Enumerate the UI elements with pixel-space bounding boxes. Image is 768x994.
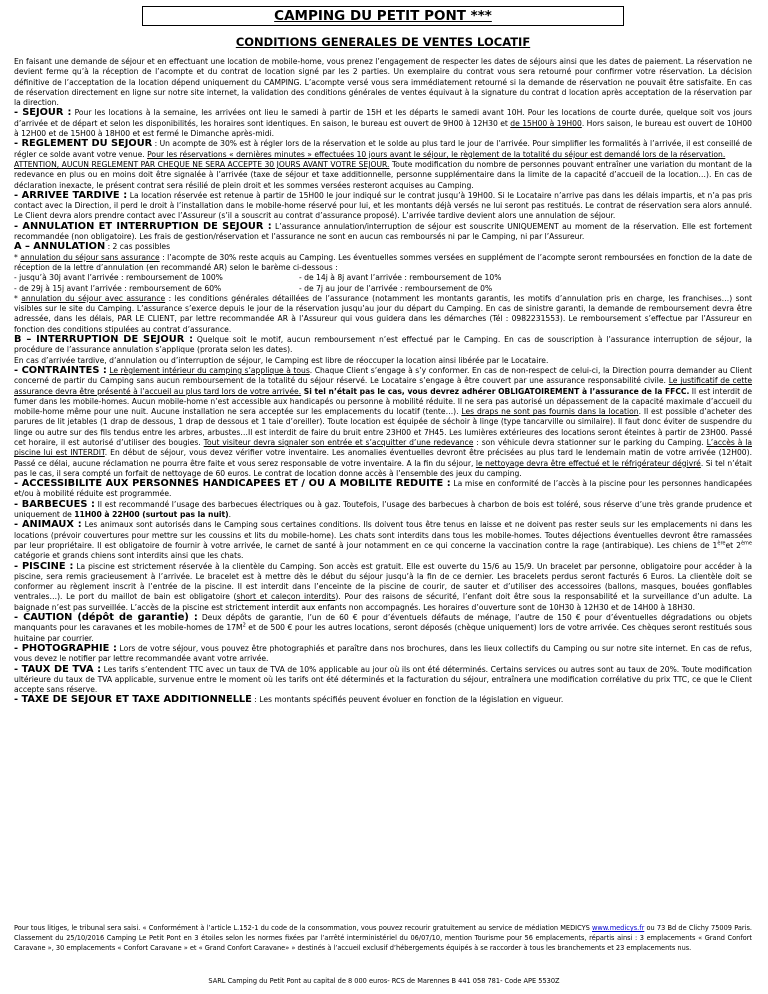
section-sejour: - SEJOUR : Pour les locations à la semaine, les arrivées ont lieu le samedi à partir de 15H et les départs le samedi avant 10H. Pour les locations de courte durée, quelque soit vos jours d’arrivée et de départ et selon les disponibilités, les horaires sont identiques. En saison, le bureau est ouvert de 9H00 à 12H30 et de 15H00 à 19H00. Hors saison, le bureau est ouvert de 10H00 à 12H00 et de 15H00 à 18H00 et est fermé le Dimanche après-midi. — [14, 107, 753, 139]
section-caution: - CAUTION (dépôt de garantie) : Deux dépôts de garantie, l’un de 60 € pour d’éventuels défauts de ménage, l’autre de 150 € pour d’éventuelles dégradations ou objets manquants pour les caravanes et les mobile-homes de $17M^2$ et de 500 € pour les autres locations, seront déposés (chèque uniquement) lors de votre arrivée. Ces chèques seront restitués sous huitaine par courrier. — [14, 612, 752, 643]
legal-footer: Pour tous litiges, le tribunal sera saisi. « Conformément à l’article L.152-1 du code de la consommation, vous pouvez recourir gratuitement au service de médiation MEDICYS www.medicys.fr ou 73 Bd de Clichy 75009 Paris. Classement du 25/10/2016 Camping Le Petit Pont en 3 étoiles selon les normes fixées par l’arrêté interministériel du 06/07/10, mention Tourisme pour 56 emplacements, répartis ainsi : 3 emplacements « Grand Confort Caravane », 30 emplacements « Confort Caravane » et « Grand Confort Caravane» » destinés à l’accueil exclusif d’hébergements équipés à se raccorder à tous les branchements et 23 emplacements nus. — [14, 924, 752, 952]
section-reglement: - REGLEMENT DU SEJOUR : Un acompte de 30% est à régler lors de la réservation et le solde au plus tard le jour de l’arrivée. Pour simplifier les formalités à l’arrivée, il est conseillé de régler ce solde avant votre venue. Pour les réservations « dernières minutes » effectuées 10 jours avant le séjour, le règlement de la totalité du séjour est demandé lors de la réservation. ATTENTION, AUCUN REGLEMENT PAR CHEQUE NE SERA ACCEPTE 30 JOURS AVANT VOTRE SEJOUR. Toute modification du nombre de personnes pouvant entraîner une variation du montant de la redevance en plus ou en moins doit être signalée à l’arrivée (taxe de séjour et taxe additionnelle, personne supplémentaire dans la limite de la capacité d’accueil de la location…). En cas de déclaration inexacte, le présent contrat sera résilié de plein droit et les sommes versées resteront acquises au Camping. — [14, 138, 752, 190]
section-arrivee-tardive: - ARRIVEE TARDIVE : La location réservée est retenue à partir de 15H00 le jour indiqué sur le contrat jusqu’à 19H00. Si le Locataire n’arrive pas dans les délais impartis, et n’a pas pris contact avec la Direction, il perd le droit à l’installation dans le mobile-home réservé pour lui, et les montants déjà versés ne lui seront pas restitués. Le contrat de réservation sera alors annulé. Le Client devra alors prendre contact avec l’Assureur (s’il a souscrit au contrat d’assurance proposé). L’arrivée tardive devient alors une annulation de séjour. — [14, 189, 752, 221]
section-heading: - SEJOUR : — [14, 107, 72, 119]
section-heading: - ANIMAUX : — [14, 519, 82, 531]
section-heading: - ACCESSIBILITE AUX PERSONNES HANDICAPEES ET / OU A MOBILITE REDUITE : — [14, 478, 451, 490]
section-heading: - TAXE DE SEJOUR ET TAXE ADDITIONNELLE — [14, 694, 252, 706]
section-tva: - TAUX DE TVA : Les tarifs s’entendent TTC avec un taux de TVA de 10% applicable au jour où ils ont été déterminés. Certains services ou autres sont au taux de 20%. Toute modification ultérieure du taux de TVA applicable, survenue entre le moment où les tarifs ont été déterminés et la facturation du séjour, entraînera une modification corrélative du prix TTC, ce que le Client accepte sans réserve. — [14, 663, 752, 695]
section-barbecues: - BARBECUES : Il est recommandé l’usage des barbecues électriques ou à gaz. Toutefois, l’usage des barbecues à charbon de bois est toléré, sous réserve d’une très grande prudence et uniquement de 11H00 à 22H00 (surtout pas la nuit). — [14, 498, 752, 520]
section-photographie: - PHOTOGRAPHIE : Lors de votre séjour, vous pouvez être photographiés et paraître dans nos brochures, dans les lieux collectifs du Camping ou sur notre site internet. En cas de refus, vous devez le notifier par lettre recommandée avant votre arrivée. — [14, 642, 752, 664]
section-heading: - TAUX DE TVA : — [14, 663, 102, 675]
refund-row: - de 29j à 15j avant l’arrivée : remboursement de 60% - de 7j au jour de l’arrivée : remboursement de 0% — [14, 283, 493, 293]
section-piscine: - PISCINE : La piscine est strictement réservée à la clientèle du Camping. Son accès est gratuit. Elle est ouverte du 15/6 au 15/9. Un bracelet par personne, obligatoire pour accéder à la piscine, sera remis gracieusement à l’arrivée. Le bracelet est à mettre dès le début du séjour jusqu’à la fin de ce dernier. Les bracelets perdus seront facturés 6 Euros. La clientèle doit se conformer au règlement inscrit à l’entrée de la piscine. Il est interdit dans l’enceinte de la piscine de courir, de sauter et d’utiliser des accessoires (ballons, masques, bouées gonflables ventrales…). Le port du maillot de bain est obligatoire (short et caleçon interdits). Pour des raisons de sécurité, l’enfant doit être sous la responsabilité et la surveillance d’un adulte. La baignade n’est pas surveillée. L’accès de la piscine est strictement interdit aux enfants non accompagnés. Les horaires d’ouverture sont de 10H30 à 12H30 et de 14H00 à 18H30. — [14, 560, 752, 612]
section-animaux: - ANIMAUX : Les animaux sont autorisés dans le Camping sous certaines conditions. Ils doivent tous être tenus en laisse et ne doivent pas rester seuls sur les emplacements ni dans les locations (prévoir couvertures pour mettre sur les coussins et lits du mobile-home). Les chats sont interdits dans tous les mobile-homes. Toutes déjections éventuelles devront être ramassées par leur propriétaire. Il est obligatoire de fournir à votre arrivée, le carnet de santé à jour notamment en ce qui concerne la vaccination contre la rage (antirabique). Les chiens de 1èreet 2ème catégorie et grands chiens sont interdits ainsi que les chats. — [14, 519, 752, 561]
section-heading: - CONTRAINTES : — [14, 364, 107, 376]
section-heading: - ARRIVEE TARDIVE : — [14, 189, 128, 201]
section-heading: - REGLEMENT DU SEJOUR — [14, 138, 153, 150]
section-heading: - PISCINE : — [14, 560, 74, 572]
section-heading: - CAUTION (dépôt de garantie) : — [14, 612, 198, 624]
section-contraintes: - CONTRAINTES : Le règlement intérieur du camping s’applique à tous. Chaque Client s’engage à s’y conformer. En cas de non-respect de celui-ci, la Direction pourra demander au Client concerné de partir du Camping sans aucun remboursement de la totalité du séjour réservé. Le Locataire s’engage à être couvert par une assurance responsabilité civile. Le justificatif de cette assurance devra être présenté à l’accueil au plus tard lors de votre arrivée. Si tel n’était pas le cas, vous devrez adhérer OBLIGATOIREMENT à l’assurance de la FFCC. Il est interdit de fumer dans les mobile-homes. Aucun mobile-home n’est accessible aux handicapés ou personne à mobilité réduite. Il ne sera pas autorisé un dépassement de la capacité maximale d’accueil du mobile-home même pour une nuit. Aucune installation ne sera acceptée sur les emplacements du locatif (tente…). Les draps ne sont pas fournis dans la location. Il est possible d’acheter des parures de lit jetables (1 drap de dessous, 1 drap de dessous et 1 taie d’oreiller). Toute location est équipée de séchoir à linge (type tancarville ou similaire). Il faut donc éviter de suspendre du linge ou autre sur des fils tendus entre les arbres, arbustes…Il est interdit de faire du bruit entre 23H00 et 7H45. Les lumières extérieures des locations seront éteintes à partir de 23H00. Passé cet horaire, il est autorisé d’utiliser des bougies. Tout visiteur devra signaler son entrée et s’acquitter d’une redevance : son véhicule devra stationner sur le parking du Camping. L’accès à la piscine lui est INTERDIT. En début de séjour, vous devez vérifier votre inventaire. Les anomalies éventuelles devront être précisées au plus tard le lendemain matin de votre arrivée (12H00). Passé ce délai, aucune réclamation ne pourra être faite et vous serez responsable de votre inventaire. A la fin du séjour, le nettoyage devra être effectué et le réfrigérateur dégivré. Si tel n’était pas le cas, il sera compté un forfait de nettoyage de 60 euros. Le contrat de location donne accès à l’ensemble des jeux du camping. — [14, 364, 753, 478]
section-accessibilite: - ACCESSIBILITE AUX PERSONNES HANDICAPEES ET / OU A MOBILITE REDUITE : La mise en conformité de l’accès à la piscine pour les personnes handicapées et/ou à mobilité réduite est programmée. — [14, 478, 752, 499]
section-annulation: - ANNULATION ET INTERRUPTION DE SEJOUR : L’assurance annulation/interruption de séjour est souscrite UNIQUEMENT au moment de la réservation. Elle est fortement recommandée (non obligatoire). Les frais de gestion/réservation et l’assurance ne sont en aucun cas remboursés ni par le Camping, ni par l’Assureur. — [14, 220, 752, 242]
section-heading: - ANNULATION ET INTERRUPTION DE SEJOUR : — [14, 220, 272, 232]
section-heading: - BARBECUES : — [14, 498, 95, 510]
company-info: SARL Camping du Petit Pont au capital de 8 000 euros- RCS de Marennes B 441 058 781- Code APE 5530Z — [208, 977, 560, 985]
document-title: CAMPING DU PETIT PONT *** — [142, 6, 624, 26]
section-taxe-sejour: - TAXE DE SEJOUR ET TAXE ADDITIONNELLE : Les montants spécifiés peuvent évoluer en fonction de la législation en vigueur. — [14, 694, 564, 706]
interruption-note: En cas d’arrivée tardive, d’annulation ou d’interruption de séjour, le Camping est libre de réoccuper la location ainsi libérée par le Locataire. — [14, 355, 549, 365]
refund-row: - jusqu’à 30j avant l’arrivée : remboursement de 100% - de 14j à 8j avant l’arrivée : remboursement de 10% — [14, 273, 502, 283]
document-page — [14, 4, 752, 706]
case-sans-assurance: * annulation du séjour sans assurance : l’acompte de 30% reste acquis au Camping. Les éventuelles sommes versées en supplément de l’acompte seront remboursées en fonction de la date de réception de la lettre d’annulation (en recommandé AR) selon le barème ci-dessous : — [14, 252, 753, 272]
document-subtitle: CONDITIONS GENERALES DE VENTES LOCATIF — [235, 35, 531, 49]
intro-paragraph: En faisant une demande de séjour et en effectuant une location de mobile-home, vous prenez l’engagement de respecter les dates de séjours ainsi que les dates de paiement. La réservation ne devient ferme qu’à la réception de l’acompte et du contrat de location signé par les 2 parties. Un exemplaire du contrat vous sera retourné pour confirmer votre réservation. La décision définitive de l’acceptation de la location dépend uniquement du CAMPING. L’acompte versé vous sera immédiatement retourné si la demande de réservation ne pouvait être satisfaite. En cas de réservation directement en ligne sur notre site internet, la validation des conditions générales de ventes équivaut à la signature du contrat d location après acceptation de la réservation par la direction. — [14, 57, 752, 108]
medicys-link[interactable]: www.medicys.fr — [592, 924, 645, 932]
case-avec-assurance: * annulation du séjour avec assurance : les conditions générales détaillées de l’assurance (notamment les montants garantis, les motifs d’annulation pris en charge, les franchises…) sont visibles sur le site du Camping. L’assurance s’exerce depuis le jour de la réservation jusqu’au jour du départ du Camping. En cas de sinistre garanti, la demande de remboursement devra être adressée, dans les délais, PAR LE CLIENT, par lettre recommandée AR à l’Assureur qui vous guidera dans les démarches (Tél : 0982231553). Le remboursement s’effectue par l’Assureur en fonction des conditions stipulées au contrat d’assurance. — [14, 293, 752, 334]
conditions-body — [14, 57, 752, 706]
subsection-a-annulation: A – ANNULATION : 2 cas possibles — [14, 241, 171, 253]
section-heading: - PHOTOGRAPHIE : — [14, 642, 117, 654]
subsection-b-interruption: B – INTERRUPTION DE SEJOUR : Quelque soit le motif, aucun remboursement n’est effectué par le Camping. En cas de souscription à l’assurance interruption de séjour, la procédure de l’assurance annulation s’applique (prorata selon les dates). — [14, 334, 753, 355]
